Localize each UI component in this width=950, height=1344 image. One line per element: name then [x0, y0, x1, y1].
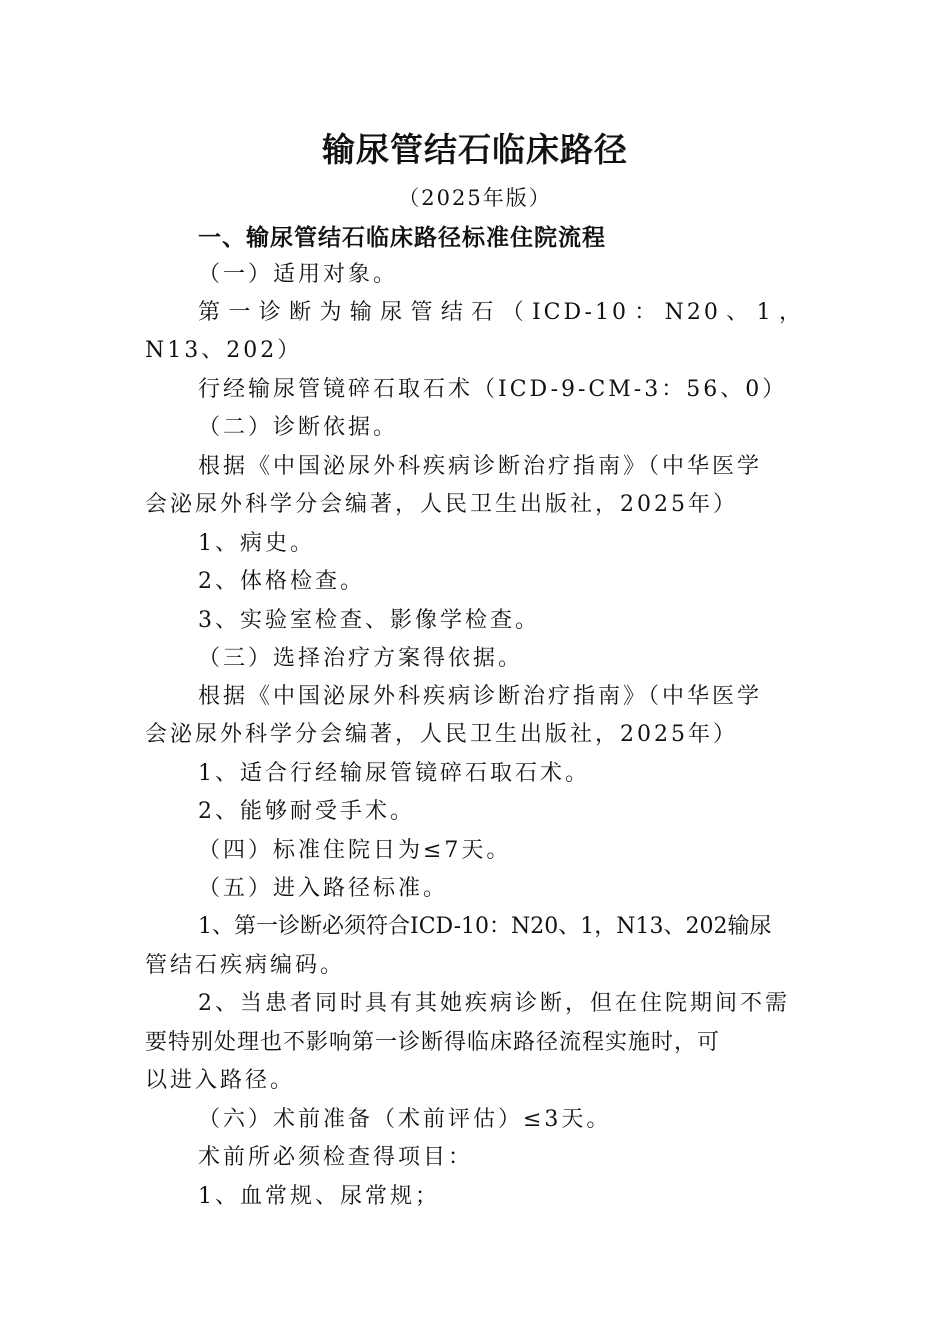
paragraph-line: 1、第一诊断必须符合ICD-10：N20、1，N13、202输尿 [198, 914, 772, 939]
subsection-heading: （六）术前准备（术前评估）≤3天。 [198, 1107, 612, 1132]
section-heading-1: 一、输尿管结石临床路径标准住院流程 [198, 225, 606, 251]
paragraph-line: 以进入路径。 [145, 1068, 296, 1093]
document-title: 输尿管结石临床路径 [322, 130, 628, 169]
list-item: 2、能够耐受手术。 [198, 799, 415, 824]
paragraph-line: 根据《中国泌尿外科疾病诊断治疗指南》（中华医学 [198, 454, 763, 479]
paragraph-line: 第一诊断为输尿管结石（ICD-10：N20、1， [198, 300, 804, 325]
list-item: 1、适合行经输尿管镜碎石取石术。 [198, 761, 590, 786]
subsection-heading: （一）适用对象。 [198, 262, 399, 287]
paragraph-line: 行经输尿管镜碎石取石术（ICD-9-CM-3：56、0） [198, 377, 788, 402]
paragraph-line: 2、当患者同时具有其她疾病诊断，但在住院期间不需 [198, 991, 790, 1016]
list-item: 1、病史。 [198, 531, 315, 556]
subsection-heading: （二）诊断依据。 [198, 415, 399, 440]
subsection-heading: （五）进入路径标准。 [198, 876, 449, 901]
subsection-heading: （三）选择治疗方案得依据。 [198, 646, 524, 671]
document-edition: （2025年版） [398, 186, 552, 210]
list-item: 3、实验室检查、影像学检查。 [198, 608, 540, 633]
paragraph-line: 要特别处理也不影响第一诊断得临床路径流程实施时，可 [145, 1030, 721, 1055]
paragraph-line: 术前所必须检查得项目： [198, 1145, 474, 1170]
subsection-heading: （四）标准住院日为≤7天。 [198, 838, 512, 863]
list-item: 2、体格检查。 [198, 569, 365, 594]
paragraph-line: 根据《中国泌尿外科疾病诊断治疗指南》（中华医学 [198, 684, 763, 709]
paragraph-line: 管结石疾病编码。 [145, 953, 346, 978]
paragraph-line: N13、202） [145, 338, 303, 363]
paragraph-line: 会泌尿外科学分会编著，人民卫生出版社，2025年） [145, 722, 738, 747]
list-item: 1、血常规、尿常规； [198, 1184, 440, 1209]
paragraph-line: 会泌尿外科学分会编著，人民卫生出版社，2025年） [145, 492, 738, 517]
